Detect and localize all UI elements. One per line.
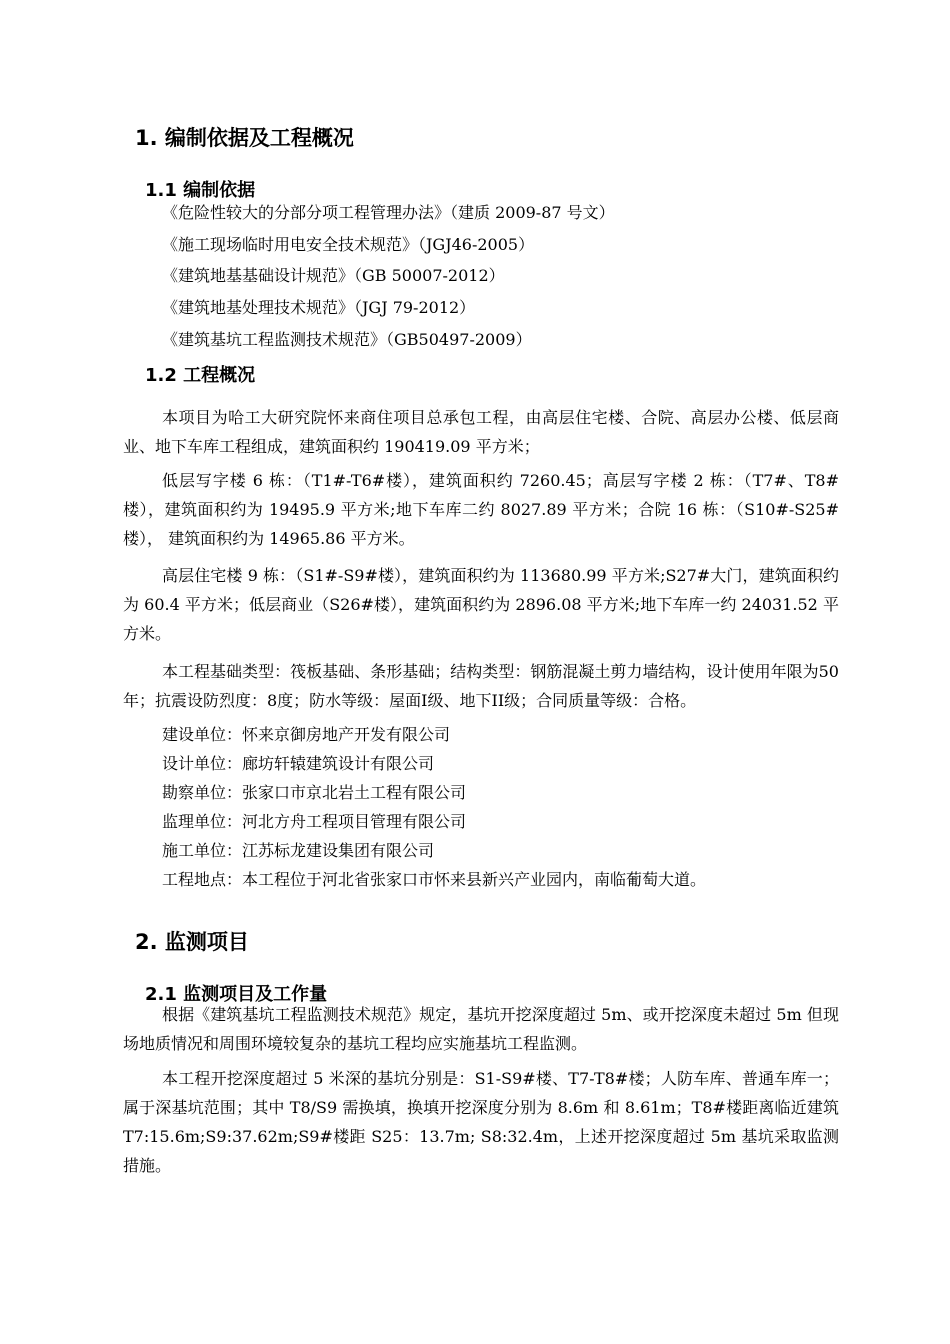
section-2-heading: 2. 监测项目 bbox=[135, 930, 249, 954]
supervision-unit: 监理单位：河北方舟工程项目管理有限公司 bbox=[162, 812, 467, 831]
reference-item: 《施工现场临时用电安全技术规范》（JGJ46-2005） bbox=[162, 235, 535, 254]
reference-item: 《建筑基坑工程监测技术规范》（GB50497-2009） bbox=[162, 330, 532, 349]
construction-unit: 建设单位：怀来京御房地产开发有限公司 bbox=[162, 725, 451, 744]
reference-item: 《建筑地基处理技术规范》（JGJ 79-2012） bbox=[162, 298, 476, 317]
survey-unit: 勘察单位：张家口市京北岩土工程有限公司 bbox=[162, 783, 467, 802]
project-location: 工程地点：本工程位于河北省张家口市怀来县新兴产业园内，南临葡萄大道。 bbox=[162, 870, 707, 889]
overview-paragraph: 本工程基础类型：筏板基础、条形基础；结构类型：钢筋混凝土剪力墙结构，设计使用年限为50年；抗震设防烈度：8度；防水等级：屋面I级、地下II级；合同质量等级：合格。 bbox=[123, 662, 839, 710]
reference-item: 《危险性较大的分部分项工程管理办法》（建质 2009-87 号文） bbox=[162, 203, 615, 222]
section-1-2-heading: 1.2 工程概况 bbox=[145, 365, 256, 386]
design-unit: 设计单位：廊坊轩辕建筑设计有限公司 bbox=[162, 754, 435, 773]
section-1-1-heading: 1.1 编制依据 bbox=[145, 180, 256, 201]
section-1-heading: 1. 编制依据及工程概况 bbox=[135, 126, 354, 150]
reference-item: 《建筑地基基础设计规范》（GB 50007-2012） bbox=[162, 266, 505, 285]
overview-paragraph: 本项目为哈工大研究院怀来商住项目总承包工程，由高层住宅楼、合院、高层办公楼、低层商业、地下车库工程组成，建筑面积约 190419.09 平方米； bbox=[123, 408, 839, 456]
section-2-1-heading: 2.1 监测项目及工作量 bbox=[145, 984, 328, 1005]
monitoring-paragraph: 根据《建筑基坑工程监测技术规范》规定，基坑开挖深度超过 5m、或开挖深度未超过 5m 但现场地质情况和周围环境较复杂的基坑工程均应实施基坑工程监测。 bbox=[123, 1005, 839, 1053]
contractor-unit: 施工单位：江苏标龙建设集团有限公司 bbox=[162, 841, 435, 860]
overview-paragraph: 高层住宅楼 9 栋：（S1#-S9#楼），建筑面积约为 113680.99 平方米;S27#大门，建筑面积约为 60.4 平方米；低层商业（S26#楼），建筑面积约为 2896.08 平方米;地下车库一约 24031.52 平方米。 bbox=[123, 566, 839, 643]
overview-paragraph: 低层写字楼 6 栋：（T1#-T6#楼），建筑面积约 7260.45；高层写字楼 2 栋：（T7#、T8#楼），建筑面积约为 19495.9 平方米;地下车库二约 8027.89 平方米；合院 16 栋：（S10#-S25#楼）， 建筑面积约为 14965.86 平方米。 bbox=[123, 471, 839, 548]
monitoring-paragraph: 本工程开挖深度超过 5 米深的基坑分别是：S1-S9#楼、T7-T8#楼；人防车库、普通车库一；属于深基坑范围；其中 T8/S9 需换填，换填开挖深度分别为 8.6m 和 8.61m；T8#楼距离临近建筑 T7:15.6m;S9:37.62m;S9#楼距 S25：13.7m; S8:32.4m，上述开挖深度超过 5m 基坑采取监测措施。 bbox=[123, 1069, 839, 1175]
